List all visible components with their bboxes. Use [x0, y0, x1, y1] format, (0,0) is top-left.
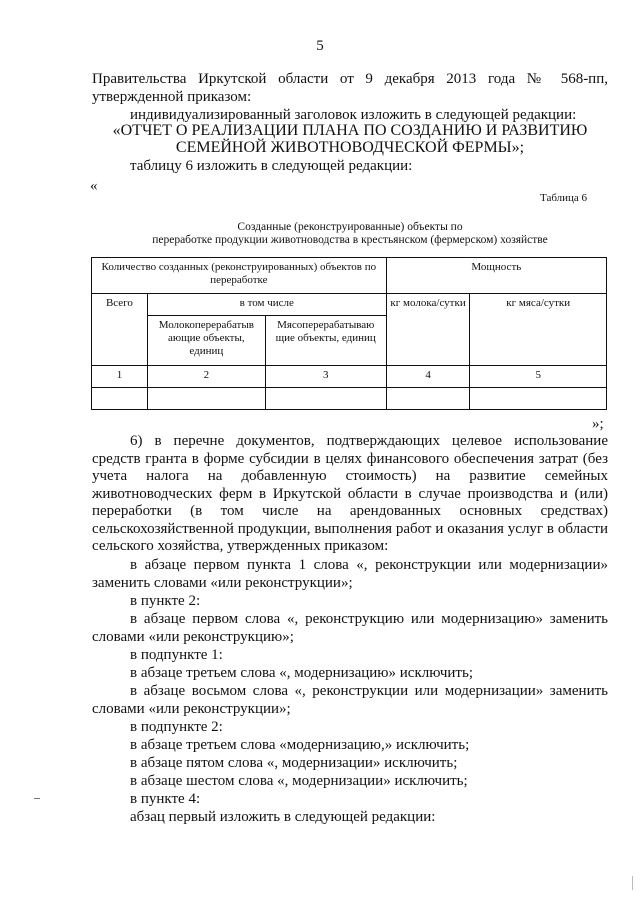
scan-mark — [632, 876, 633, 890]
page-number: 5 — [316, 38, 324, 54]
intro-line-1: Правительства Иркутской области от 9 декабря 2013 года № 568-пп, — [92, 71, 608, 87]
empty-cell — [92, 388, 148, 410]
quote-open: « — [90, 178, 98, 194]
header-power: Мощность — [386, 258, 606, 294]
heading-line-1: «ОТЧЕТ О РЕАЛИЗАЦИИ ПЛАНА ПО СОЗДАНИЮ И РАЗВИТИЮ — [112, 122, 588, 139]
column-number: 3 — [265, 366, 386, 388]
amendment-line: в абзаце пятом слова «, модернизации» исключить; — [130, 755, 458, 771]
table-caption-line-2: переработке продукции животноводства в крестьянском (фермерском) хозяйстве — [152, 234, 548, 246]
paragraph-6-text: 6) в перечне документов, подтверждающих целевое использование средств гранта в форме субсидии в целях финансового обеспечения затрат (без учета налога на добавленную стоимость) на развитие семейных животноводческих ферм в Иркутской области в случае производства и (или) переработки (в том числе на арендованных основных средствах) сельскохозяйственной продукции, выполнения работ и оказания услуг в области сельского хозяйства, утвержденных приказом: — [92, 433, 608, 554]
amendment-line: в пункте 4: — [130, 791, 201, 807]
header-meat-objects: Мясоперерабатываю щие объекты, единиц — [265, 316, 386, 366]
intro-line-3: индивидуализированный заголовок изложить в следующей редакции: — [130, 107, 577, 123]
column-number: 5 — [470, 366, 607, 388]
amendment-line: в абзаце третьем слова «, модернизацию» исключить; — [130, 665, 473, 681]
empty-cell — [265, 388, 386, 410]
header-milk-objects: Молокоперерабатыв ающие объекты, единиц — [147, 316, 265, 366]
amendment-line: в абзаце третьем слова «модернизацию,» исключить; — [130, 737, 470, 753]
amendment-line: в пункте 2: — [130, 593, 201, 609]
empty-cell — [470, 388, 607, 410]
header-including: в том числе — [147, 294, 386, 316]
intro-line-2: утвержденной приказом: — [92, 89, 252, 105]
amendment-line: в абзаце шестом слова «, модернизации» исключить; — [130, 773, 468, 789]
amendment-line: в абзаце первом пункта 1 слова «, реконструкции или модернизации» — [130, 557, 608, 573]
header-count: Количество созданных (реконструированных) объектов по переработке — [92, 258, 387, 294]
empty-cell — [147, 388, 265, 410]
intro-line-4: таблицу 6 изложить в следующей редакции: — [130, 158, 413, 174]
amendment-line: словами «или реконструкции»; — [92, 701, 291, 717]
header-milk-unit: кг молока/сутки — [386, 294, 470, 366]
table-label: Таблица 6 — [540, 192, 588, 204]
heading-line-2: СЕМЕЙНОЙ ЖИВОТНОВОДЧЕСКОЙ ФЕРМЫ»; — [175, 139, 525, 156]
amendment-line: в абзаце первом слова «, реконструкцию или модернизацию» заменить — [130, 611, 608, 627]
column-number: 1 — [92, 366, 148, 388]
amendment-line: словами «или реконструкцию»; — [92, 629, 294, 645]
quote-close: »; — [592, 416, 604, 432]
column-number: 2 — [147, 366, 265, 388]
objects-table — [91, 257, 607, 410]
amendment-line: в подпункте 2: — [130, 719, 223, 735]
amendment-line: в подпункте 1: — [130, 647, 223, 663]
paragraph-6 — [92, 433, 608, 556]
amendment-line: абзац первый изложить в следующей редакции: — [130, 809, 436, 825]
amendment-line: заменить словами «или реконструкции»; — [92, 575, 353, 591]
amendment-line: в абзаце восьмом слова «, реконструкции или модернизации» заменить — [130, 683, 608, 699]
header-total: Всего — [92, 294, 148, 366]
empty-cell — [386, 388, 470, 410]
header-meat-unit: кг мяса/сутки — [470, 294, 607, 366]
table-caption-line-1: Созданные (реконструированные) объекты по — [237, 221, 463, 233]
scan-mark — [34, 798, 40, 799]
column-number: 4 — [386, 366, 470, 388]
